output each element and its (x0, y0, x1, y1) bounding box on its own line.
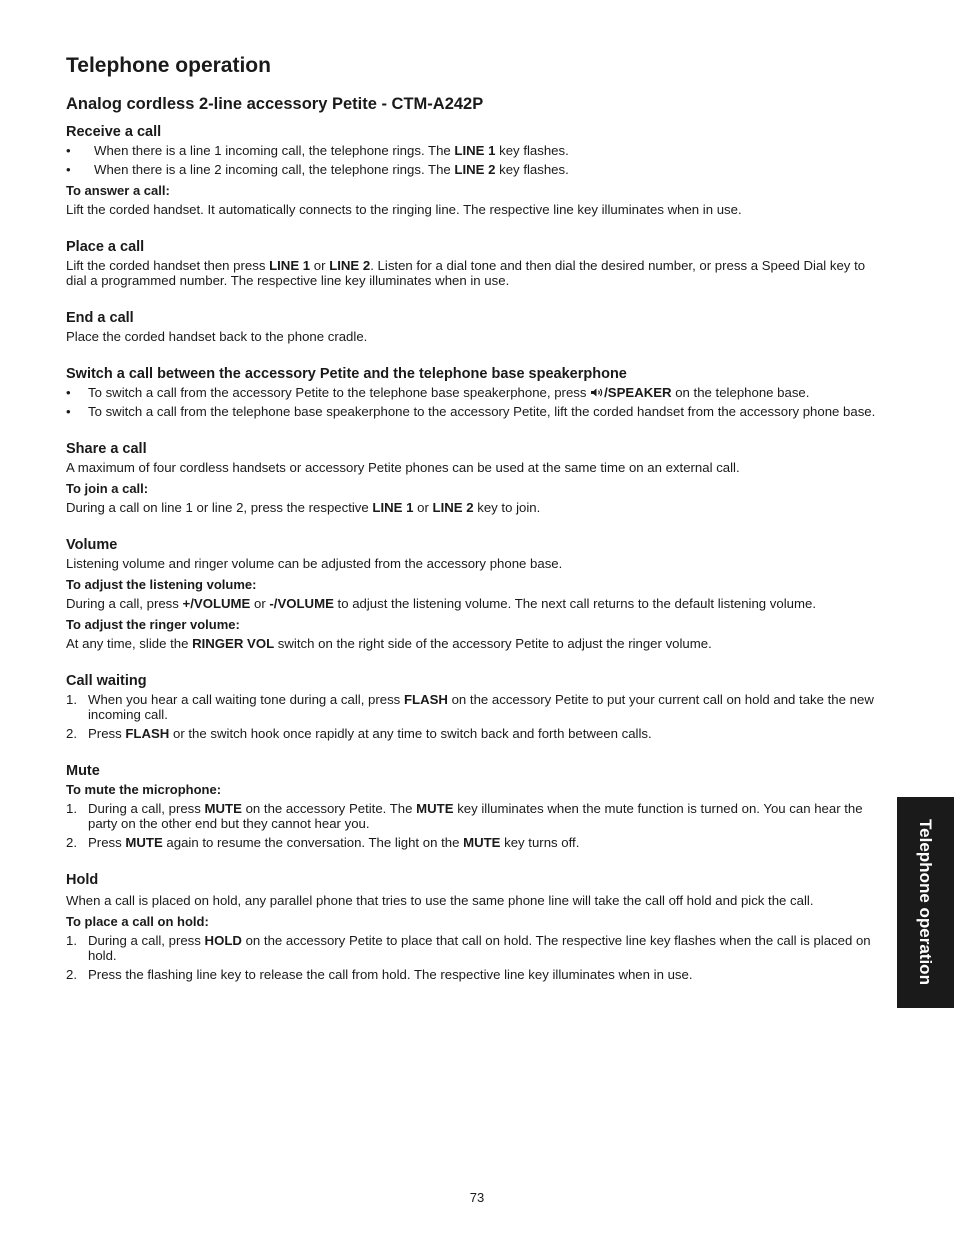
share-heading: Share a call (66, 441, 147, 457)
end-heading: End a call (66, 310, 134, 326)
waiting-steps (66, 692, 880, 741)
list-item: 1. When you hear a call waiting tone during a call, press FLASH on the accessory Petite to put your current call on hold and take the new incoming call. (66, 692, 874, 722)
step-number: 1. (66, 692, 77, 707)
ringer-text: At any time, slide the RINGER VOL switch on the right side of the accessory Petite to adjust the ringer volume. (66, 636, 712, 651)
step-number: 2. (66, 726, 77, 741)
ringer-label: To adjust the ringer volume: (66, 617, 240, 632)
section-call-waiting (66, 672, 880, 741)
section-place-call (66, 238, 880, 288)
volume-heading: Volume (66, 537, 118, 553)
end-text: Place the corded handset back to the phone cradle. (66, 329, 368, 344)
section-switch-call (66, 365, 880, 419)
bullet-marker: • (66, 385, 71, 400)
join-text: During a call on line 1 or line 2, press the respective LINE 1 or LINE 2 key to join. (66, 500, 541, 515)
hold-label: To place a call on hold: (66, 914, 209, 929)
list-item: • When there is a line 2 incoming call, the telephone rings. The LINE 2 key flashes. (66, 162, 569, 177)
answer-text: Lift the corded handset. It automatically connects to the ringing line. The respective line key illuminates when in use. (66, 202, 742, 217)
mute-heading: Mute (66, 763, 100, 779)
section-mute (66, 762, 880, 850)
page-number: 73 (469, 1190, 485, 1205)
step-number: 2. (66, 967, 77, 982)
step-number: 1. (66, 801, 77, 816)
switch-bullets (66, 385, 880, 419)
answer-label: To answer a call: (66, 183, 170, 198)
receive-bullets (66, 143, 880, 177)
hold-steps (66, 933, 880, 982)
section-hold (66, 871, 880, 982)
side-tab (897, 797, 954, 1008)
listen-text: During a call, press +/VOLUME or -/VOLUME to adjust the listening volume. The next call returns to the default listening volume. (66, 596, 816, 611)
bullet-marker: • (66, 404, 71, 419)
list-item: 2. Press the flashing line key to release the call from hold. The respective line key illuminates when in use. (66, 967, 693, 982)
section-volume (66, 536, 880, 651)
page-title: Telephone operation (66, 54, 271, 77)
share-text: A maximum of four cordless handsets or accessory Petite phones can be used at the same time on an external call. (66, 460, 740, 475)
listen-label: To adjust the listening volume: (66, 577, 257, 592)
list-item: • To switch a call from the telephone base speakerphone to the accessory Petite, lift the corded handset from the accessory phone base. (66, 404, 876, 419)
section-receive-call (66, 123, 880, 217)
receive-heading: Receive a call (66, 124, 162, 140)
bullet-marker: • (66, 143, 71, 158)
switch-heading: Switch a call between the accessory Petite and the telephone base speakerphone (66, 366, 627, 382)
volume-text: Listening volume and ringer volume can be adjusted from the accessory phone base. (66, 556, 563, 571)
mute-label: To mute the microphone: (66, 782, 222, 797)
list-item: 2. Press MUTE again to resume the conversation. The light on the MUTE key turns off. (66, 835, 580, 850)
step-number: 2. (66, 835, 77, 850)
waiting-heading: Call waiting (66, 673, 147, 689)
step-number: 1. (66, 933, 77, 948)
list-item: 2. Press FLASH or the switch hook once rapidly at any time to switch back and forth between calls. (66, 726, 652, 741)
place-heading: Place a call (66, 239, 145, 255)
list-item: 1. During a call, press MUTE on the accessory Petite. The MUTE key illuminates when the mute function is turned on. You can hear the party on the other end but they cannot hear you. (66, 801, 863, 831)
hold-text: When a call is placed on hold, any parallel phone that tries to use the same phone line will take the call off hold and pick the call. (66, 893, 814, 908)
place-text: Lift the corded handset then press LINE 1 or LINE 2. Listen for a dial tone and then dial the desired number, or press a Speed Dial key to dial a programmed number. The respective line key illuminates when in use. (66, 258, 866, 288)
join-label: To join a call: (66, 481, 149, 496)
hold-heading: Hold (66, 872, 99, 888)
list-item: • When there is a line 1 incoming call, the telephone rings. The LINE 1 key flashes. (66, 143, 569, 158)
section-end-call (66, 309, 880, 344)
mute-steps (66, 801, 880, 850)
page-subtitle: Analog cordless 2-line accessory Petite - CTM-A242P (66, 95, 484, 113)
side-tab-label: Telephone operation (916, 819, 935, 985)
section-share-call (66, 440, 880, 515)
list-item: • To switch a call from the accessory Petite to the telephone base speakerphone, press /SPEAKER on the telephone base. (66, 385, 810, 400)
bullet-marker: • (66, 162, 71, 177)
list-item: 1. During a call, press HOLD on the accessory Petite to place that call on hold. The respective line key flashes when the call is placed on hold. (66, 933, 871, 963)
page-content (66, 53, 880, 1003)
speaker-icon (590, 387, 604, 398)
